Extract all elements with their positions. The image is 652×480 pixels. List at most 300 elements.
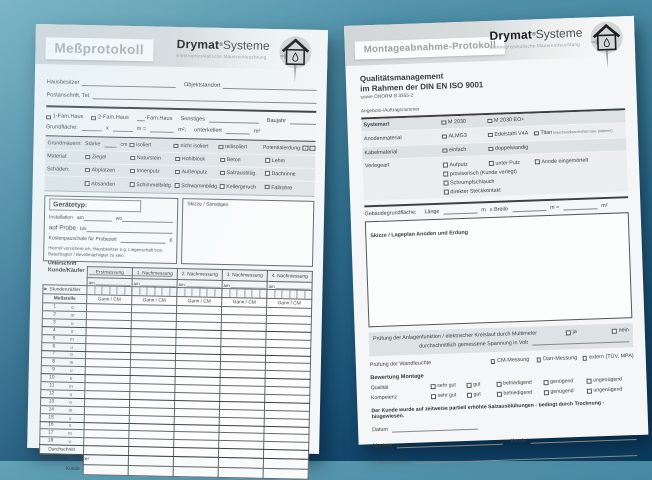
option-ja — [566, 328, 612, 336]
teilisoliert-label: teilisoliert — [224, 144, 248, 151]
area-meq: m = — [136, 126, 147, 133]
checkbox-schrumpfschlauch — [443, 181, 448, 186]
station-position: m — [70, 312, 75, 318]
bis-label: bis — [79, 226, 87, 233]
house-type-n: -Fam.Haus — [144, 115, 173, 123]
checkbox-kellergeruch — [220, 184, 225, 189]
checkbox-ja — [566, 330, 571, 335]
area-label: Grundfläche: — [45, 124, 78, 132]
moisture-test-row — [370, 353, 634, 368]
brand-wordmark — [489, 25, 582, 44]
gut-label: gut — [473, 391, 481, 399]
checkbox-provisorisch — [443, 172, 448, 177]
gut-label: gut — [473, 381, 481, 389]
checkbox-q-sehr-gut — [431, 384, 436, 389]
verlege-options — [443, 156, 590, 197]
am-cell-inner — [178, 280, 222, 288]
m2030-label: M 2030 — [447, 118, 467, 126]
customer-label: Kunde — [510, 438, 527, 445]
house-type-row — [46, 113, 316, 125]
messprotokoll-content — [39, 64, 318, 480]
genuegend-label: genügend — [550, 378, 574, 386]
anode-sketch-box — [365, 213, 633, 328]
station-position: u — [70, 320, 74, 326]
digit-segments — [177, 288, 221, 297]
competence-genuegend — [544, 388, 587, 395]
option-abplatzen — [85, 167, 130, 174]
station-column-header: Meßstelle — [43, 294, 87, 304]
checkbox-k-sehr-gut — [431, 394, 436, 399]
area-line-3 — [150, 127, 174, 134]
am-line — [231, 283, 266, 289]
checkbox-cm-messung — [490, 359, 495, 364]
am-label: am — [88, 280, 95, 286]
checkbox-2fam — [91, 116, 96, 121]
extern-label: extern (TÜV, MPA) — [588, 353, 634, 362]
option-cm-messung — [490, 357, 536, 365]
beton-label: Beton — [226, 157, 241, 164]
quality-befriedigend — [496, 380, 543, 388]
length-label: Länge — [424, 209, 440, 216]
am-line — [186, 282, 221, 288]
cost-row — [48, 235, 172, 244]
montage-content — [359, 56, 637, 465]
measurement-column-header: Erstmessung — [87, 267, 132, 279]
checkbox-k-befriedigend — [497, 392, 502, 397]
function-test-label: Prüfung der Anlagenfunktion / elektrischer Kreislauf durch Multimeter — [372, 330, 538, 343]
installer-label: Monteur — [372, 442, 393, 450]
checkbox-anode-eingemoertelt — [535, 160, 540, 165]
nein-label: nein — [618, 327, 629, 334]
station-number: 16 — [48, 422, 54, 428]
checkbox-innenputz — [130, 169, 135, 174]
option-nicht-isoliert — [174, 143, 219, 150]
thickness-label: Stärke — [84, 141, 101, 148]
brand-tagline: Elektrophysikalische Mauerentfeuchtung — [176, 52, 267, 60]
owner-row — [47, 79, 317, 91]
signature-word: Unterschrift — [39, 456, 67, 463]
am-label: am — [76, 215, 84, 222]
area-row — [46, 124, 316, 136]
checkbox-m2030eo — [487, 119, 492, 124]
date-label: Datum — [372, 427, 389, 434]
schwamm-label: Schwammbildg. — [181, 182, 219, 190]
voltage-label: durchschnittlich gemessene Spannung in Volt — [419, 340, 529, 350]
checkbox-unterputz — [489, 161, 494, 166]
abplatzen-label: Abplatzen — [91, 167, 116, 174]
station-number: 6 — [52, 343, 56, 350]
damage-label-blank — [45, 183, 85, 184]
checkbox-nicht-isoliert — [174, 144, 179, 149]
checkbox-aussenputz — [175, 170, 180, 175]
station-position: o — [69, 375, 73, 381]
brand-logo — [176, 36, 269, 61]
montage-title-text: Montageabnahme-Protokoll — [363, 39, 497, 56]
checkbox-darr-messung — [536, 357, 541, 362]
am-cell — [177, 280, 222, 289]
brand-logo — [489, 25, 583, 51]
station-number: 10 — [49, 375, 55, 381]
option-kellergeruch — [220, 184, 265, 191]
checkbox-abplatzen — [85, 168, 90, 173]
installer-line — [396, 439, 502, 449]
salzausbluehung-label: Salzausblüg. — [226, 170, 257, 177]
area-line-2 — [113, 126, 133, 132]
signature-role: Kunde/Käufer — [47, 266, 85, 274]
brand-tagline: Elektrophysikalische Mauerentfeuchtung — [489, 41, 581, 50]
site-label: Objektstandort — [183, 82, 221, 89]
measurement-column-header: 4. Nachmessung — [267, 271, 312, 283]
doppelwandig-label: doppelwandig — [494, 144, 529, 152]
station-number: 17 — [48, 430, 54, 436]
owner-line — [81, 80, 176, 88]
signature-role: Kunde — [65, 466, 80, 473]
foundation-label: Grundmauern: — [47, 140, 82, 148]
almg3-label: ALMG3 — [448, 132, 467, 140]
dachrinne-label: Dachrinne — [271, 171, 296, 178]
isoliert-label: isoliert — [136, 142, 152, 149]
titan-note: (mischoxidbeschichtet bzw. platiniert) — [553, 128, 613, 135]
checkbox-doppelwandig — [488, 147, 493, 152]
checkbox-q-befriedigend — [497, 382, 502, 387]
hour-counter-cell — [222, 289, 267, 299]
m2030eo-label: M 2030 EO+ — [493, 116, 525, 125]
euro-sign: € — [169, 238, 173, 245]
am-line — [276, 284, 311, 290]
measurement-column-header: 3. Nachmessung — [222, 270, 267, 282]
hour-counter-cell — [177, 288, 222, 298]
building-area-label: Gebäudegrundfläche: — [364, 209, 417, 218]
sehr-gut-label: sehr gut — [437, 382, 457, 390]
option-aussenputz — [175, 169, 220, 176]
option-beton — [220, 157, 265, 164]
naturstein-label: Naturstein — [136, 155, 162, 162]
option-almg3 — [442, 132, 488, 140]
option-aufputz — [443, 161, 489, 169]
registered-mark: ® — [219, 41, 223, 48]
station-position: o — [68, 423, 72, 429]
option-dachrinne — [265, 171, 315, 178]
am-cell-inner — [88, 278, 132, 286]
sehr-gut-label: sehr gut — [437, 392, 457, 400]
competence-label: Kompetenz — [370, 394, 398, 402]
checkbox-hohlblock — [175, 157, 180, 162]
measurement-column-header: 1. Nachmessung — [132, 268, 177, 280]
unit-cell: Gann / CM — [177, 297, 222, 307]
fam-count-line — [137, 115, 145, 121]
block-letters-row — [373, 450, 637, 465]
hour-counter-cell — [267, 290, 312, 300]
checkbox-q-ungenuegend — [586, 379, 591, 384]
station-position: m — [69, 360, 74, 366]
date-line — [392, 424, 478, 433]
option-titan — [534, 128, 613, 137]
checkbox-1fam — [46, 115, 51, 120]
thickness-unit: cm — [120, 141, 128, 149]
checkbox-steckkontakt — [444, 190, 449, 195]
station-number: 9 — [52, 367, 55, 373]
thickness-cell — [85, 141, 130, 148]
station-number: 1 — [53, 304, 57, 310]
baujahr-line — [290, 119, 316, 126]
address-row — [46, 92, 316, 104]
checkbox-naturstein — [130, 156, 135, 161]
station-number: 14 — [48, 407, 54, 413]
kellergeruch-label: Kellergeruch — [226, 183, 257, 191]
hour-counter-cell — [87, 286, 132, 296]
checkbox-beton — [220, 158, 225, 163]
schrumpfschlauch-label: Schrumpfschlauch — [450, 178, 495, 187]
aufputz-label: Aufputz — [449, 161, 468, 169]
sonstiges-line — [209, 117, 259, 124]
checkbox-k-genuegend — [544, 390, 549, 395]
material-label: Material: — [47, 153, 68, 160]
sonstiges-label: Sonstiges — [180, 116, 206, 123]
competence-sehr-gut — [431, 392, 467, 399]
verlege-row — [363, 151, 628, 201]
unterputz-label: unter Putz — [495, 159, 521, 167]
station-number: 7 — [52, 351, 56, 357]
quality-sehr-gut — [431, 382, 467, 389]
checkbox-salzausbluehung — [220, 171, 225, 176]
station-number: 5 — [52, 336, 56, 342]
area-eq: m = — [550, 204, 560, 212]
probe-line — [86, 226, 172, 234]
brand-name: Drymat — [489, 27, 533, 43]
potential-plus-box: + — [304, 145, 307, 151]
station-number: 8 — [52, 359, 55, 365]
brand-name: Drymat — [176, 36, 220, 52]
probe-row — [49, 224, 173, 234]
checkbox-lehm — [265, 158, 270, 163]
digit-cell — [192, 289, 200, 297]
unit-cell: Gann / CM — [87, 295, 132, 305]
wo-label: wo — [115, 215, 123, 223]
installation-row — [49, 215, 173, 224]
digit-cell — [200, 289, 208, 297]
option-doppelwandig — [488, 145, 528, 152]
anode-eingemoertelt-label: Anode eingemörtelt — [541, 157, 589, 165]
kabel-label: Kabelmaterial — [364, 149, 398, 157]
am-label: am — [268, 284, 275, 290]
unit-cell: Gann / CM — [222, 298, 267, 308]
option-hohlblock — [175, 156, 220, 163]
hour-counter-cell — [132, 287, 177, 297]
option-naturstein — [130, 155, 175, 162]
quality-label: Qualität — [370, 385, 389, 392]
anode-label: Anodenmaterial — [363, 135, 402, 143]
thickness-line — [104, 142, 116, 148]
station-position: o — [70, 328, 74, 334]
station-position: u — [69, 391, 73, 397]
signature-word: Unterschrift — [47, 260, 77, 268]
aussenputz-label: Außenputz — [181, 169, 208, 176]
hour-counter-label: ► Stundenzähler — [43, 285, 87, 295]
option-edelstahl — [488, 131, 534, 139]
checkbox-almg3 — [442, 134, 447, 139]
rating-section-label: Bewertung Montage — [370, 373, 424, 382]
option-unterputz — [489, 159, 535, 167]
checkbox-nein — [612, 329, 617, 334]
am-label: am — [178, 282, 185, 288]
customer-signature-label — [39, 464, 83, 475]
option-ziegel — [85, 154, 130, 161]
salt-notice-text: Der Kunde wurde auf zeitweise partiell erhöhte Salzausblühungen - bedingt durch Trocknung - hingewiesen. — [371, 400, 605, 421]
am-cell — [267, 282, 312, 291]
digit-segments — [132, 287, 176, 296]
declaration-text: Hiermit versichere ich, Hausbesitzer o.g. Liegenschaft bzw. Beauftragter / Bevollmächtigter zu sein. — [48, 245, 164, 258]
fallrohre-label: Fallrohre — [271, 184, 293, 192]
checkbox-absanden — [85, 181, 90, 186]
qm-line-2: im Rahmen der DIN EN ISO 9001 — [360, 80, 484, 94]
option-absanden — [85, 181, 130, 188]
option-innenputz — [130, 168, 175, 175]
station-position: o — [70, 352, 73, 358]
option-salzausbluehung — [220, 170, 265, 177]
innenputz-label: Innenputz — [136, 168, 160, 175]
checkbox-extern — [582, 356, 587, 361]
width-label: x Breite — [489, 206, 509, 214]
cost-line — [121, 237, 166, 244]
customer-signature-cell — [83, 465, 128, 476]
damage-label: Schäden: — [46, 166, 70, 173]
lehm-label: Lehm — [271, 158, 286, 165]
station-number: 13 — [48, 399, 55, 405]
cellar-label: unterkellert — [194, 127, 222, 135]
nicht-isoliert-label: nicht isoliert — [180, 143, 209, 150]
competence-befriedigend — [497, 390, 544, 398]
am-line — [84, 215, 112, 222]
station-position: u — [68, 415, 72, 421]
option-m2030 — [441, 118, 487, 126]
length-unit: m — [481, 207, 486, 214]
station-position: o — [69, 399, 72, 405]
sketch-label: Skizze / Sonstiges — [187, 201, 229, 209]
option-extern — [582, 353, 633, 361]
baujahr-label: Baujahr — [266, 118, 287, 125]
divider-rule — [46, 105, 316, 113]
am-cell — [87, 278, 132, 287]
station-position: u — [69, 368, 73, 374]
station-position: m — [67, 431, 72, 437]
option-isoliert — [129, 142, 174, 149]
checkbox-m2030 — [441, 120, 446, 125]
verlege-label: Verlegeart — [364, 162, 390, 170]
potential-label: Potentialerdung: — [262, 144, 302, 152]
checkbox-einfach — [442, 148, 447, 153]
station-number: 3 — [53, 320, 56, 326]
option-einfach — [442, 146, 488, 154]
am-line — [96, 280, 131, 286]
device-type-label: Gerätetyp: — [49, 199, 141, 213]
installation-label: Installation — [48, 214, 73, 222]
average-label: Durchschnitt — [39, 445, 83, 455]
unit-cell: Gann / CM — [267, 299, 312, 309]
qm-line-1: Qualitätsmanagement — [359, 71, 444, 84]
am-label: am — [223, 283, 230, 289]
digit-cell — [215, 289, 222, 297]
option-lehm — [265, 158, 315, 165]
customer-signature-cell — [173, 467, 218, 478]
brand-suffix: Systeme — [535, 25, 583, 42]
station-position: m — [68, 383, 73, 389]
station-position: u — [70, 344, 74, 350]
customer-line — [530, 434, 636, 444]
am-cell — [222, 281, 267, 290]
messprotokoll-title — [45, 37, 153, 61]
titan-label: Titan — [540, 129, 553, 137]
date-row — [372, 418, 636, 433]
checkbox-ziegel — [85, 155, 90, 160]
station-number: 12 — [48, 391, 55, 397]
hohlblock-label: Hohlblock — [181, 156, 206, 163]
option-schwamm — [175, 183, 220, 190]
option-fallrohre — [265, 184, 315, 191]
genuegend-label: genügend — [550, 388, 574, 396]
option-darr-messung — [536, 355, 582, 363]
area-x: x — [105, 125, 109, 132]
digit-cell — [170, 288, 177, 296]
option-schimmel — [130, 182, 175, 189]
signature-role: Techniker — [68, 457, 90, 463]
digit-segments — [222, 289, 266, 298]
station-number: 4 — [52, 328, 56, 334]
checkbox-k-gut — [467, 393, 472, 398]
checkbox-k-ungenuegend — [587, 389, 592, 394]
site-line — [222, 83, 317, 91]
station-position: o — [71, 304, 74, 310]
probe-label: auf Probe — [48, 224, 77, 233]
order-number-label: Angebots-/Auftragsnummer — [360, 107, 420, 115]
messprotokoll-title-text: Meßprotokoll — [54, 40, 145, 58]
schimmel-label: Schimmelbildg. — [136, 181, 173, 189]
digit-segments — [87, 286, 131, 295]
digit-cell — [260, 290, 267, 298]
customer-signature-cell — [218, 468, 263, 479]
measurement-table — [39, 265, 313, 480]
option-m2030eo — [487, 117, 524, 124]
anode-sketch-label: Skizze / Lageplan Anoden und Erdung — [370, 230, 469, 240]
cm-messung-label: CM-Messung — [497, 357, 530, 365]
checkbox-teilisoliert — [218, 145, 223, 150]
systemart-label: Systemart — [363, 121, 390, 129]
am-cell-inner — [267, 282, 311, 290]
wo-line — [122, 216, 173, 223]
address-line — [92, 93, 316, 104]
competence-ungenuegend — [587, 387, 623, 394]
am-label: am — [133, 281, 140, 287]
checkbox-aufputz — [443, 163, 448, 168]
station-number: 2 — [53, 312, 56, 318]
measurement-column-header: 2. Nachmessung — [177, 269, 222, 281]
einfach-label: einfach — [448, 146, 467, 154]
befriedigend-label: befriedigend — [503, 390, 533, 398]
cost-label: Kostenpauschale für Probezeit — [48, 235, 117, 243]
length-line — [443, 208, 477, 215]
checkbox-q-gut — [467, 383, 472, 388]
function-test-band — [369, 323, 634, 356]
area-m2: m², — [178, 127, 187, 134]
area-line-1 — [82, 125, 102, 131]
customer-signature-cell — [128, 466, 173, 477]
checkbox-q-genuegend — [543, 380, 548, 385]
am-cell-inner — [133, 279, 177, 287]
sketch-box — [181, 198, 314, 267]
checkbox-fallrohre — [265, 184, 270, 189]
ziegel-label: Ziegel — [91, 154, 107, 161]
brand-suffix: Systeme — [222, 37, 270, 53]
messprotokoll-sheet — [27, 24, 328, 473]
